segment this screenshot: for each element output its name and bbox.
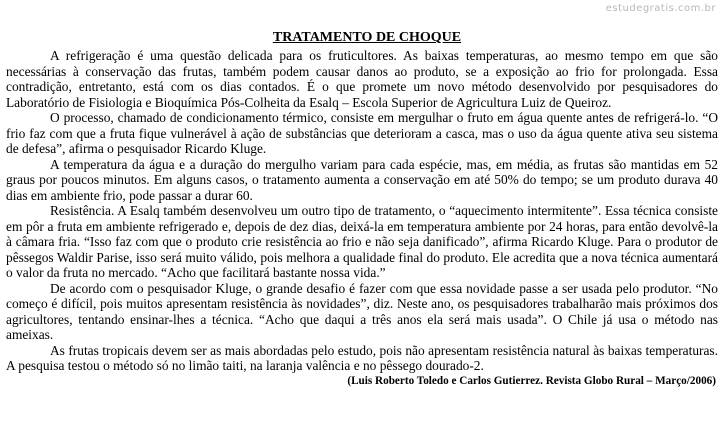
article-title: TRATAMENTO DE CHOQUE [272,30,462,45]
article-citation: (Luis Roberto Toledo e Carlos Gutierrez. Revista Globo Rural – Março/2006) [347,374,716,387]
paragraph-temperatura: A temperatura da água e a duração do mergulho variam para cada espécie, mas, em média, as frutas são mantidas em 52 graus por poucos minutos. Em alguns casos, o tratamento aumenta a conservação em até 50% do tempo; se um produto durava 40 dias em ambiente frio, pode passar a durar 60. [6,156,718,203]
article [6,30,718,388]
paragraph-desafio: De acordo com o pesquisador Kluge, o grande desafio é fazer com que essa novidade passe a ser usada pelo produtor. “No começo é difícil, pois muitos apresentam resistência às novidades”, diz. Neste ano, os pesquisadores trabalharão mais próximos dos agricultores, tentando ensinar-lhes a técnica. “Acho que daqui a três anos ela será mais usada”. O Chile já usa o método nas ameixas. [6,280,718,342]
site-watermark: estudegratis.com.br [605,3,716,14]
paragraph-refrigeracao: A refrigeração é uma questão delicada para os fruticultores. As baixas temperaturas, ao mesmo tempo em que são necessárias à conservação das frutas, também podem causar danos ao produto, se a exposição ao frio for prolongada. Essa contradição, entretanto, está com os dias contados. É o que promete um novo método desenvolvido por pesquisadores do Laboratório de Fisiologia e Bioquímica Pós-Colheita da Esalq – Escola Superior de Agricultura Luiz de Queiroz. [6,48,718,110]
paragraph-resistencia: Resistência. A Esalq também desenvolveu um outro tipo de tratamento, o “aquecimento intermitente”. Essa técnica consiste em pôr a fruta em ambiente refrigerado e, depois de dez dias, deixá-la em temperatura ambiente por 24 horas, para então devolvê-la à câmara fria. “Isso faz com que o produto crie resistência ao frio e não seja danificado”, afirma Ricardo Kluge. Para o produtor de pêssegos Waldir Parise, isso será muito válido, pois melhora a qualidade final do produto. Ele acredita que a nova técnica aumentará o valor da fruta no mercado. “Acho que facilitará bastante nossa vida.” [6,203,718,280]
paragraph-processo: O processo, chamado de condicionamento térmico, consiste em mergulhar o fruto em água quente antes de refrigerá-lo. “O frio faz com que a fruta fique vulnerável à ação de substâncias que deterioram a casca, mas o uso da água quente ativa seu sistema de defesa”, afirma o pesquisador Ricardo Kluge. [6,110,718,156]
paragraph-frutas-tropicais: As frutas tropicais devem ser as mais abordadas pelo estudo, pois não apresentam resistência natural às baixas temperaturas. A pesquisa testou o método só no limão taiti, na laranja valência e no pêssego dourado-2. [6,342,718,373]
